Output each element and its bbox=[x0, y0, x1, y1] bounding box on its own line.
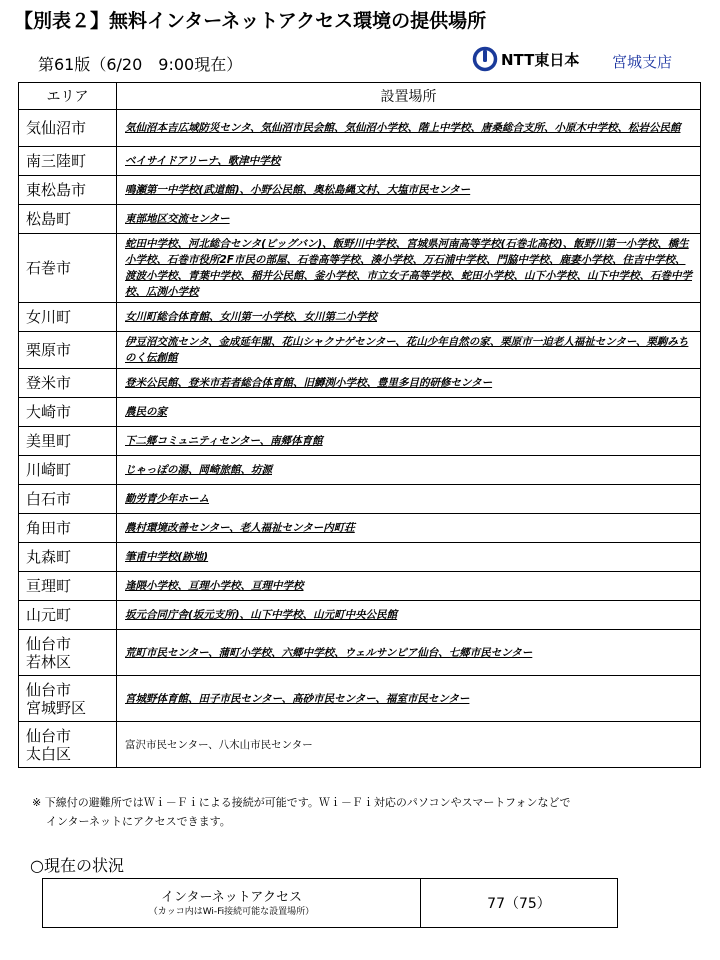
area-cell: 東松島市 bbox=[19, 176, 117, 205]
location-cell: 鳴瀬第一中学校(武道館)、小野公民館、奥松島縄文村、大塩市民センター bbox=[117, 176, 701, 205]
area-cell: 石巻市 bbox=[19, 234, 117, 303]
area-cell: 松島町 bbox=[19, 205, 117, 234]
table-row bbox=[19, 427, 701, 456]
location-cell: 逢隈小学校、亘理小学校、亘理中学校 bbox=[117, 572, 701, 601]
location-cell: 登米公民館、登米市若者総合体育館、旧鱒渕小学校、豊里多目的研修センター bbox=[117, 369, 701, 398]
location-cell: 女川町総合体育館、女川第一小学校、女川第二小学校 bbox=[117, 303, 701, 332]
area-line-2: 太白区 bbox=[26, 744, 72, 763]
status-label: インターネットアクセス bbox=[160, 889, 303, 905]
table-row bbox=[19, 456, 701, 485]
location-cell: 東部地区交流センター bbox=[117, 205, 701, 234]
area-cell: 山元町 bbox=[19, 601, 117, 630]
area-cell: 女川町 bbox=[19, 303, 117, 332]
area-cell: 美里町 bbox=[19, 427, 117, 456]
location-cell: 坂元合同庁舎(坂元支所)、山下中学校、山元町中央公民館 bbox=[117, 601, 701, 630]
area-line-1: 仙台市 bbox=[26, 680, 72, 699]
area-cell: 登米市 bbox=[19, 369, 117, 398]
area-cell bbox=[19, 722, 117, 768]
table-header-row bbox=[19, 83, 701, 110]
area-cell bbox=[19, 630, 117, 676]
area-cell: 川崎町 bbox=[19, 456, 117, 485]
column-header-location: 設置場所 bbox=[117, 83, 701, 110]
location-cell: 宮城野体育館、田子市民センター、高砂市民センター、福室市民センター bbox=[117, 676, 701, 722]
location-cell: 荒町市民センター、蒲町小学校、六郷中学校、ウェルサンピア仙台、七郷市民センター bbox=[117, 630, 701, 676]
table-row bbox=[19, 601, 701, 630]
location-cell: 伊豆沼交流センタ、金成延年閣、花山シャクナゲセンター、花山少年自然の家、栗原市一迫老人福祉センター、栗駒みちのく伝創館 bbox=[117, 332, 701, 369]
location-cell: 富沢市民センター、八木山市民センター bbox=[117, 722, 701, 768]
table-row bbox=[19, 369, 701, 398]
status-table bbox=[42, 878, 618, 928]
area-cell: 栗原市 bbox=[19, 332, 117, 369]
table-row bbox=[19, 630, 701, 676]
table-row bbox=[19, 303, 701, 332]
table-row bbox=[19, 572, 701, 601]
status-section-title: ○現在の状況 bbox=[30, 856, 124, 875]
area-cell: 南三陸町 bbox=[19, 147, 117, 176]
table-row bbox=[19, 676, 701, 722]
table-row bbox=[19, 514, 701, 543]
document-title: 【別表２】無料インターネットアクセス環境の提供場所 bbox=[14, 10, 487, 32]
area-line-2: 若林区 bbox=[26, 652, 72, 671]
footnote-line-2: インターネットにアクセスできます。 bbox=[46, 815, 231, 828]
status-value: 77（75） bbox=[421, 879, 618, 928]
location-cell: じゃっぽの湯、岡崎旅館、坊源 bbox=[117, 456, 701, 485]
column-header-area: エリア bbox=[19, 83, 117, 110]
table-row bbox=[19, 110, 701, 147]
table-row bbox=[19, 147, 701, 176]
area-cell: 気仙沼市 bbox=[19, 110, 117, 147]
logo-text: NTT東日本 bbox=[501, 50, 580, 69]
area-cell: 丸森町 bbox=[19, 543, 117, 572]
area-line-1: 仙台市 bbox=[26, 634, 72, 653]
area-line-2: 宮城野区 bbox=[26, 698, 87, 717]
location-cell: 筆甫中学校(跡地) bbox=[117, 543, 701, 572]
area-cell: 角田市 bbox=[19, 514, 117, 543]
area-cell: 白石市 bbox=[19, 485, 117, 514]
status-row bbox=[43, 879, 618, 928]
area-line-1: 仙台市 bbox=[26, 726, 72, 745]
location-cell: ベイサイドアリーナ、歌津中学校 bbox=[117, 147, 701, 176]
table-row bbox=[19, 176, 701, 205]
table-row bbox=[19, 722, 701, 768]
location-cell: 勤労青少年ホーム bbox=[117, 485, 701, 514]
location-cell: 蛇田中学校、河北総合センタ(ビッグバン)、飯野川中学校、宮城県河南高等学校(石巻北高校)、飯野川第一小学校、橋生小学校、石巻市役所2F市民の部屋、石巻高等学校、湊小学校、万石浦中学校、門脇中学校、鹿妻小学校、住吉中学校、渡波小学校、青葉中学校、稲井公民館、釜小学校、市立女子高等学校、蛇田小学校、山下小学校、山下中学校、石巻中学校、広渕小学校 bbox=[117, 234, 701, 303]
footnote bbox=[32, 793, 571, 831]
ntt-logo bbox=[472, 46, 579, 72]
status-label-cell bbox=[43, 879, 421, 928]
status-sublabel: （カッコ内はWi-Fi接続可能な設置場所） bbox=[148, 906, 315, 917]
location-cell: 気仙沼本吉広域防災センタ、気仙沼市民会館、気仙沼小学校、階上中学校、唐桑総合支所、小原木中学校、松岩公民館 bbox=[117, 110, 701, 147]
branch-name: 宮城支店 bbox=[612, 53, 673, 71]
location-cell: 農村環境改善センター、老人福祉センター内町荘 bbox=[117, 514, 701, 543]
area-cell bbox=[19, 676, 117, 722]
table-row bbox=[19, 205, 701, 234]
location-cell: 農民の家 bbox=[117, 398, 701, 427]
area-cell: 亘理町 bbox=[19, 572, 117, 601]
table-row bbox=[19, 485, 701, 514]
table-row bbox=[19, 234, 701, 303]
footnote-line-1: ※ 下線付の避難所ではＷｉ－Ｆｉによる接続が可能です。Ｗｉ－Ｆｉ対応のパソコンやスマートフォンなどで bbox=[32, 796, 571, 809]
table-row bbox=[19, 543, 701, 572]
area-cell: 大崎市 bbox=[19, 398, 117, 427]
table-row bbox=[19, 332, 701, 369]
location-table bbox=[18, 82, 701, 768]
edition-label: 第61版（6/20 9:00現在） bbox=[38, 55, 243, 74]
ntt-logo-icon bbox=[472, 46, 498, 72]
table-row bbox=[19, 398, 701, 427]
location-cell: 下二郷コミュニティセンター、南郷体育館 bbox=[117, 427, 701, 456]
